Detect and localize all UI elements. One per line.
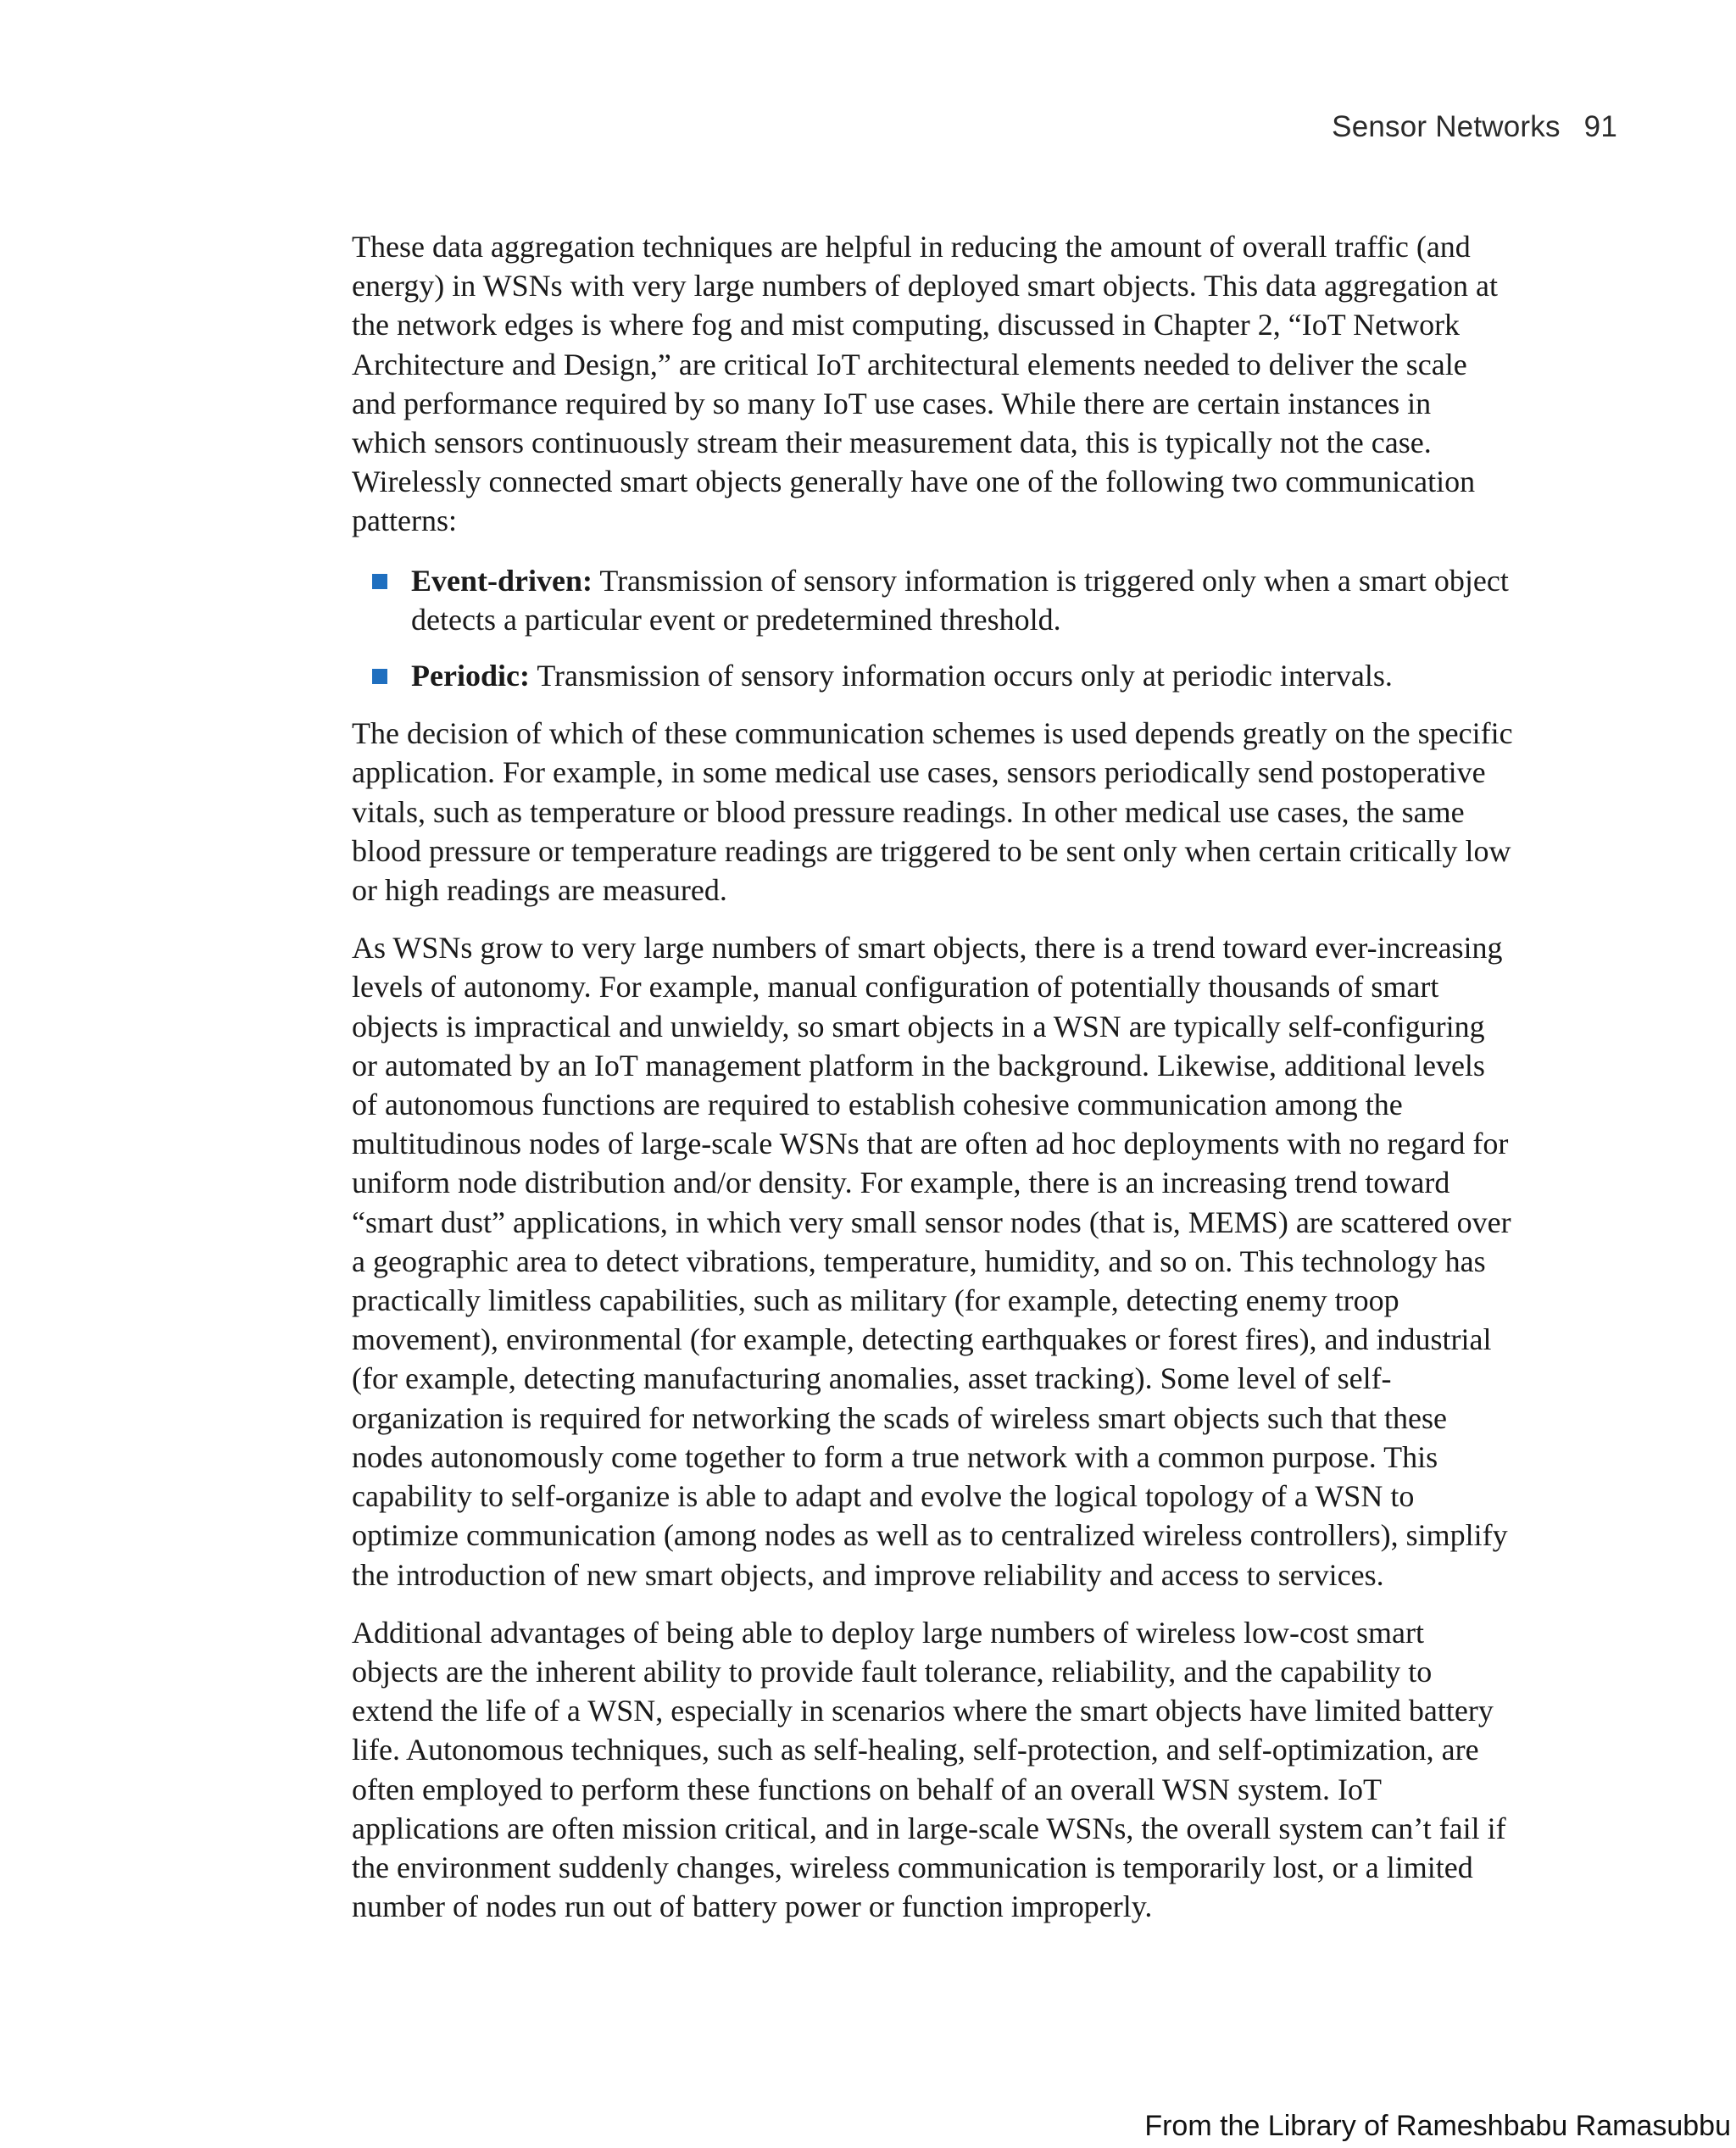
paragraph-4: Additional advantages of being able to deploy large numbers of wireless low-cost smart objects are the inherent ability to provide fault tolerance, reliability, and the capability to extend the life of a WSN, especially in scenarios where the smart objects have limited battery life. Autonomous techniques, such as self-healing, self-protection, and self-optimization, are often employed to perform these functions on behalf of an overall WSN system. IoT applications are often mission critical, and in large-scale WSNs, the overall system can’t fail if the environment suddenly changes, wireless communication is temporarily lost, or a limited number of nodes run out of battery power or function improperly. bbox=[352, 1615, 1506, 1924]
page-body bbox=[352, 227, 1513, 1945]
bullet-text: Transmission of sensory information occurs only at periodic intervals. bbox=[537, 659, 1393, 693]
paragraph-1: These data aggregation techniques are helpful in reducing the amount of overall traffic (and energy) in WSNs with very large numbers of deployed smart objects. This data aggregation at the network edges is where fog and mist computing, discussed in Chapter 2, “IoT Network Architecture and Design,” are critical IoT architectural elements needed to deliver the scale and performance required by so many IoT use cases. While there are certain instances in which sensors continuously stream their measurement data, this is typically not the case. Wirelessly connected smart objects generally have one of the following two communication patterns: bbox=[352, 230, 1499, 538]
communication-patterns-list bbox=[352, 561, 1513, 696]
paragraph-3: As WSNs grow to very large numbers of smart objects, there is a trend toward ever-increasing levels of autonomy. For example, manual configuration of potentially thousands of smart objects is impractical and unwieldy, so smart objects in a WSN are typically self-configuring or automated by an IoT management platform in the background. Likewise, additional levels of autonomous functions are required to establish cohesive communication among the multitudinous nodes of large-scale WSNs that are often ad hoc deployments with no regard for uniform node distribution and/or density. For example, there is an increasing trend toward “smart dust” applications, in which very small sensor nodes (that is, MEMS) are scattered over a geographic area to detect vibrations, temperature, humidity, and so on. This technology has practically limitless capabilities, such as military (for example, detecting enemy troop movement), environmental (for example, detecting earthquakes or forest fires), and industrial (for example, detecting manufacturing anomalies, asset tracking). Some level of self-organization is required for networking the scads of wireless smart objects such that these nodes autonomously come together to form a true network with a common purpose. This capability to self-organize is able to adapt and evolve the logical topology of a WSN to optimize communication (among nodes as well as to centralized wireless controllers), simplify the introduction of new smart objects, and improve reliability and access to services. bbox=[352, 931, 1511, 1592]
bullet-text: Transmission of sensory information is triggered only when a smart object detects a particular event or predetermined threshold. bbox=[411, 563, 1509, 637]
list-item bbox=[352, 561, 1513, 639]
list-item bbox=[352, 656, 1513, 695]
running-head bbox=[1332, 110, 1617, 144]
paragraph-2: The decision of which of these communication schemes is used depends greatly on the specific application. For example, in some medical use cases, sensors periodically send postoperative vitals, such as temperature or blood pressure readings. In other medical use cases, the same blood pressure or temperature readings are triggered to be sent only when certain critically low or high readings are measured. bbox=[352, 716, 1513, 908]
bullet-term: Periodic: bbox=[411, 659, 530, 693]
section-title: Sensor Networks bbox=[1332, 110, 1561, 143]
footer-credit: From the Library of Rameshbabu Ramasubbu bbox=[1144, 2110, 1731, 2142]
square-bullet-icon bbox=[372, 669, 387, 684]
page-number: 91 bbox=[1583, 110, 1617, 143]
square-bullet-icon bbox=[372, 574, 387, 589]
bullet-term: Event-driven: bbox=[411, 563, 593, 598]
